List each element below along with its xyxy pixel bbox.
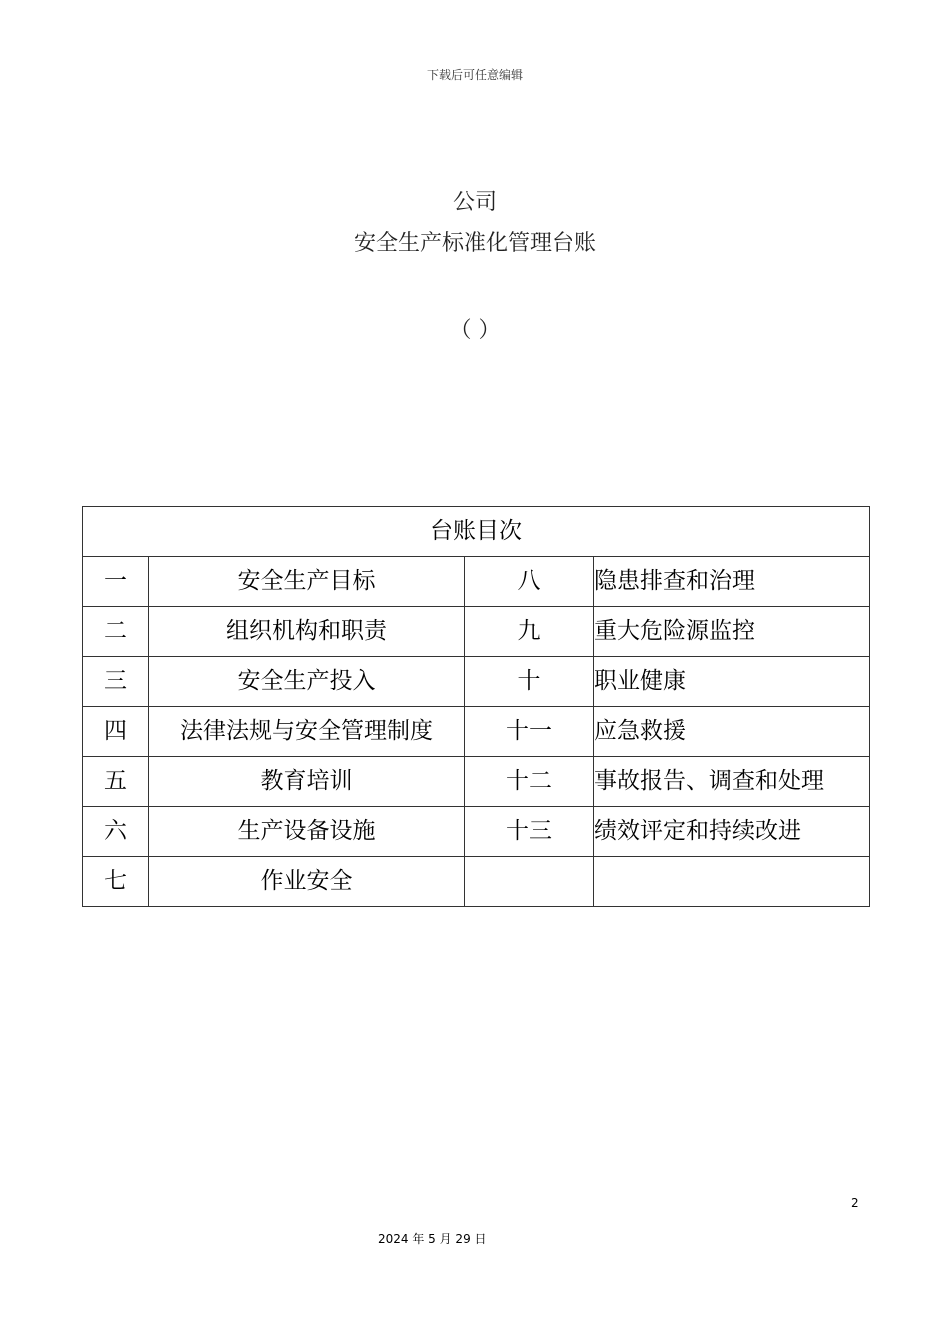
table-row	[83, 657, 870, 707]
footer-date: 2024 年 5 月 29 日	[378, 1232, 487, 1246]
toc-right-number: 十一	[465, 707, 594, 757]
table-row	[83, 857, 870, 907]
table-row	[83, 557, 870, 607]
toc-right-title	[594, 857, 870, 907]
toc-right-title: 职业健康	[594, 657, 870, 707]
toc-left-title: 作业安全	[149, 857, 465, 907]
page-number: 2	[851, 1196, 859, 1210]
company-name: 公司	[452, 190, 497, 215]
toc-left-title: 生产设备设施	[149, 807, 465, 857]
toc-right-number	[465, 857, 594, 907]
toc-right-title: 应急救援	[594, 707, 870, 757]
toc-left-title: 安全生产目标	[149, 557, 465, 607]
toc-right-number: 十	[465, 657, 594, 707]
toc-left-number: 三	[83, 657, 149, 707]
toc-left-title: 法律法规与安全管理制度	[149, 707, 465, 757]
toc-left-title: 教育培训	[149, 757, 465, 807]
toc-right-number: 九	[465, 607, 594, 657]
toc-right-number: 八	[465, 557, 594, 607]
toc-left-number: 七	[83, 857, 149, 907]
title-parentheses: （ ）	[449, 318, 501, 343]
table-row	[83, 707, 870, 757]
toc-right-title: 隐患排查和治理	[594, 557, 870, 607]
toc-right-title: 重大危险源监控	[594, 607, 870, 657]
toc-heading-row	[83, 507, 870, 557]
toc-left-title: 组织机构和职责	[149, 607, 465, 657]
toc-right-number: 十三	[465, 807, 594, 857]
toc-right-title: 绩效评定和持续改进	[594, 807, 870, 857]
document-title: 安全生产标准化管理台账	[353, 231, 596, 256]
table-row	[83, 607, 870, 657]
toc-heading: 台账目次	[83, 507, 870, 557]
toc-left-number: 四	[83, 707, 149, 757]
toc-left-number: 一	[83, 557, 149, 607]
toc-left-number: 二	[83, 607, 149, 657]
toc-left-number: 五	[83, 757, 149, 807]
toc-right-number: 十二	[465, 757, 594, 807]
toc-table	[82, 506, 870, 907]
table-row	[83, 807, 870, 857]
table-row	[83, 757, 870, 807]
toc-right-title: 事故报告、调查和处理	[594, 757, 870, 807]
header-note: 下载后可任意编辑	[426, 68, 523, 82]
toc-left-title: 安全生产投入	[149, 657, 465, 707]
toc-left-number: 六	[83, 807, 149, 857]
